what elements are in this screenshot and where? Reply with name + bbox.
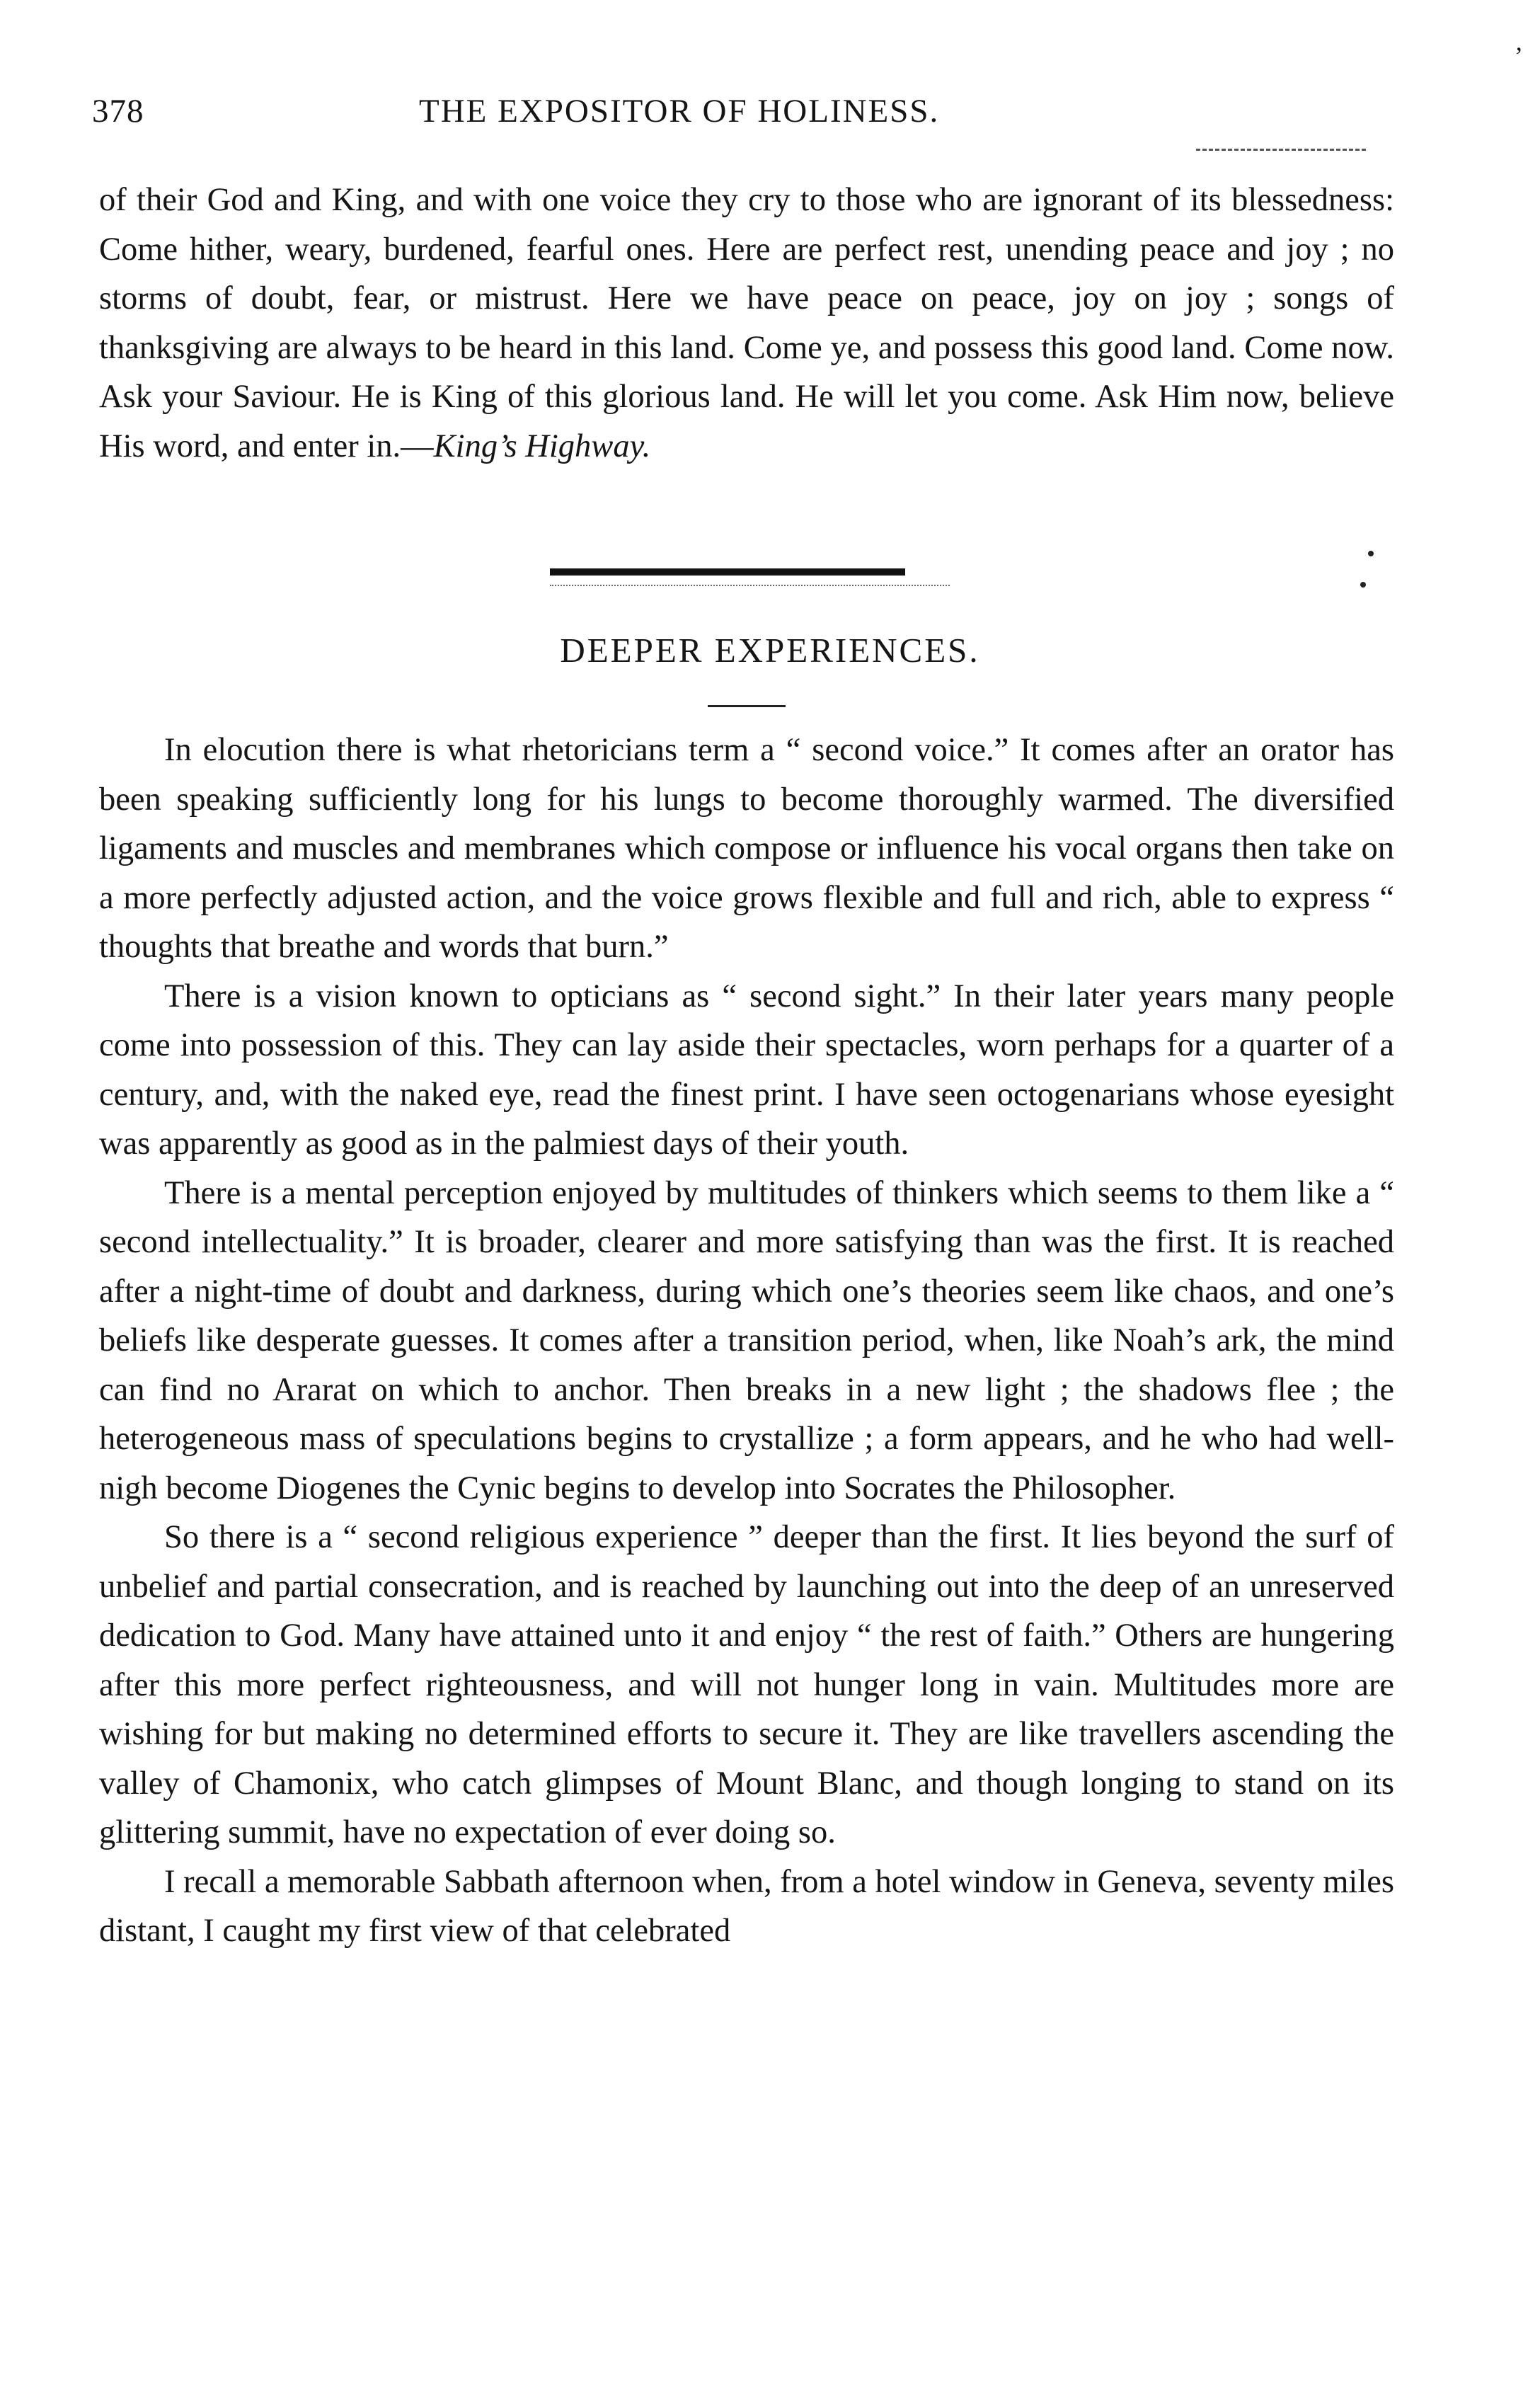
article-paragraph: I recall a memorable Sabbath afternoon when, from a hotel window in Geneva, seventy miles distant, I caught my first view of that celebrated (99, 1863, 1395, 1949)
header-rule (1196, 149, 1366, 151)
section-divider-thin (550, 585, 950, 586)
ornament-dot (1368, 551, 1374, 556)
article-paragraph: In elocution there is what rhetoricians term a “ second voice.” It comes after an orator has been speaking sufficiently long for his lungs to become thoroughly warmed. The diversified ligaments and muscles and membranes which compose or influence his vocal organs then take on a more perfectly adjusted action, and the voice grows flexible and full and rich, able to express “ thoughts that breathe and words that burn.” (99, 732, 1394, 965)
title-rule (708, 705, 786, 707)
article-paragraph: There is a mental perception enjoyed by multitudes of thinkers which seems to them like a “ second intellectuality.” It is broader, clearer and more satisfying than was the first. It is reached after a night-time of doubt and darkness, during which one’s theories seem like chaos, and one’s beliefs like desperate guesses. It comes after a transition period, when, like Noah’s ark, the mind can find no Ararat on which to anchor. Then breaks in a new light ; the shadows flee ; the heterogeneous mass of speculations begins to crystallize ; a form appears, and he who had well-nigh become Diogenes the Cynic begins to develop into Socrates the Philosopher. (99, 1174, 1394, 1506)
article-paragraph: So there is a “ second religious experience ” deeper than the first. It lies beyond the surf of unbelief and partial consecration, and is reached by launching out into the deep of an unreserved dedication to God. Many have attained unto it and enjoy “ the rest of faith.” Others are hungering after this more perfect righteousness, and will not hunger long in vain. Multitudes more are wishing for but making no determined efforts to secure it. They are like travellers ascending the valley of Chamonix, who catch glimpses of Mount Blanc, and though longing to stand on its glittering summit, have no expectation of ever doing so. (99, 1519, 1394, 1850)
article-title: DEEPER EXPERIENCES. (560, 631, 980, 670)
running-head (92, 85, 1408, 142)
journal-title: THE EXPOSITOR OF HOLINESS. (419, 93, 940, 130)
page-number: 378 (92, 93, 144, 130)
continued-text-block (99, 176, 1394, 471)
source-reference: King’s Highway. (433, 428, 651, 464)
ornament-dot (1360, 582, 1366, 588)
continued-paragraph-text: of their God and King, and with one voice they cry to those who are ignorant of its blessedness: Come hither, weary, burdened, fearful ones. Here are perfect rest, unending peace and joy ; no storms of doubt, fear, or mistrust. Here we have peace on peace, joy on joy ; songs of thanksgiving are always to be heard in this land. Come ye, and possess this good land. Come now. Ask your Saviour. He is King of this glorious land. He will let you come. Ask Him now, believe His word, and enter in.— (99, 182, 1394, 464)
article-paragraph: There is a vision known to opticians as “ second sight.” In their later years many people come into possession of this. They can lay aside their spectacles, worn perhaps for a quarter of a century, and, with the naked eye, read the finest print. I have seen octogenarians whose eyesight was apparently as good as in the palmiest days of their youth. (99, 978, 1394, 1162)
section-divider-thick (550, 568, 905, 576)
stray-mark: ’ (1515, 42, 1523, 70)
article-body (99, 726, 1394, 1956)
continued-paragraph (99, 176, 1394, 471)
